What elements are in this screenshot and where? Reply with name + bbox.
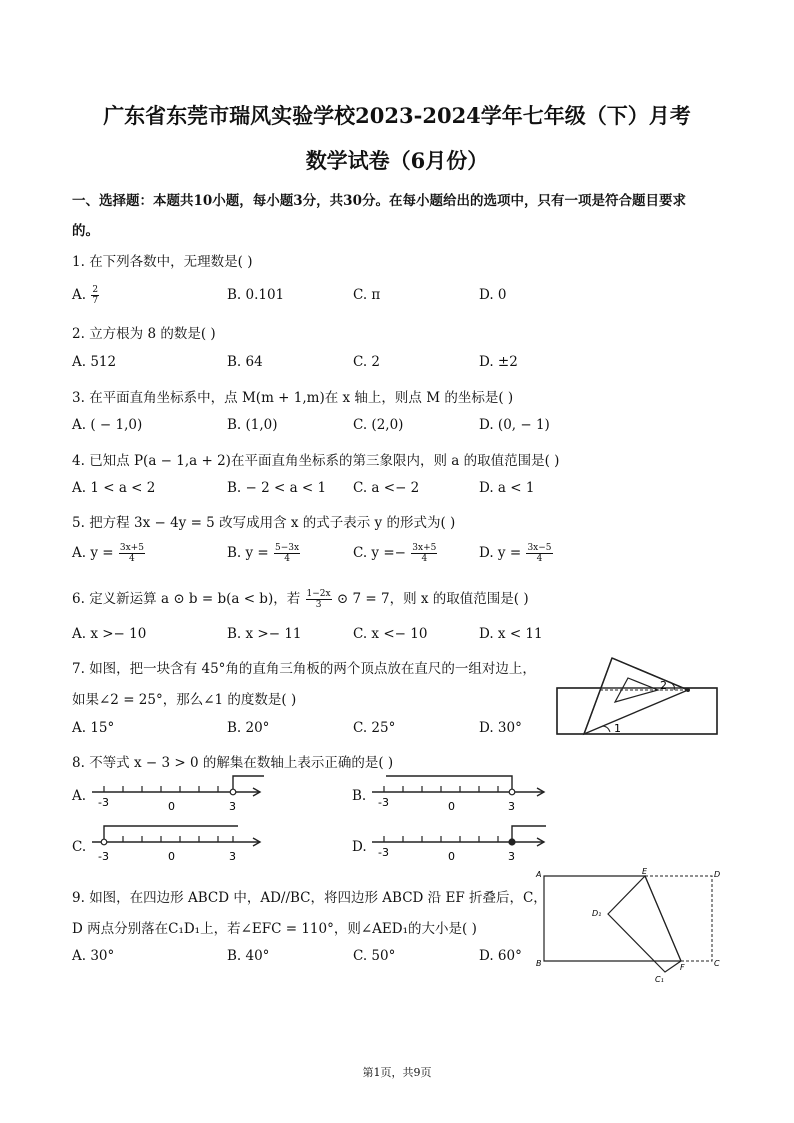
question-number: 2. (72, 326, 85, 342)
label-C: C (714, 959, 720, 968)
question-number: 5. (72, 515, 85, 531)
label-B: B (536, 959, 542, 968)
q8-option-b-label: B. (352, 788, 367, 804)
label-D1: D₁ (592, 909, 602, 918)
q8-option-d-label: D. (352, 839, 367, 855)
tick-label-0: 0 (168, 850, 175, 863)
page-title: 广东省东莞市瑞风实验学校2023-2024学年七年级（下）月考 (103, 103, 691, 128)
tick-label-0: 0 (168, 800, 175, 813)
q1-option-b: B. 0.101 (227, 287, 285, 303)
q7-figure (550, 652, 722, 738)
question-4 (72, 449, 559, 469)
q9-option-b: B. 40° (227, 948, 270, 964)
section-header: 一、选择题：本题共10小题，每小题3分，共30分。在每小题给出的选项中，只有一项是符合题目要求 (72, 193, 686, 209)
label-D: D (714, 870, 721, 879)
tick-label-3: 3 (508, 800, 515, 813)
question-stem: 已知点 P(a − 1,a + 2)在平面直角坐标系的第三象限内，则 a 的取值范围是( ) (89, 453, 560, 469)
q8-numberline-c (88, 822, 268, 870)
q1-option-d: D. 0 (479, 287, 507, 303)
tick-label-neg3: -3 (378, 796, 389, 809)
q7-option-d: D. 30° (479, 720, 522, 736)
question-5 (72, 511, 455, 531)
q9-option-d: D. 60° (479, 948, 522, 964)
q2-option-c: C. 2 (353, 354, 381, 370)
tick-label-neg3: -3 (98, 796, 109, 809)
tick-label-3: 3 (229, 800, 236, 813)
q2-option-a: A. 512 (72, 354, 117, 370)
q8-numberline-b (368, 772, 550, 820)
q3-option-a: A. ( − 1,0) (72, 417, 143, 433)
label-F: F (680, 963, 685, 972)
q9-option-a: A. 30° (72, 948, 115, 964)
question-number: 4. (72, 453, 85, 469)
q9-option-c: C. 50° (353, 948, 396, 964)
q5-option-b: B. y = $\frac{5-3x}{4}$ (227, 543, 300, 564)
angle-1-label: 1 (614, 722, 621, 735)
question-number: 7. (72, 661, 85, 677)
fold-line (645, 876, 681, 961)
tick-label-3: 3 (229, 850, 236, 863)
q4-option-b: B. − 2 < a < 1 (227, 480, 327, 496)
q4-option-c: C. a <− 2 (353, 480, 420, 496)
question-2 (72, 322, 216, 342)
q3-option-d: D. (0, − 1) (479, 417, 550, 433)
question-number: 3. (72, 390, 85, 406)
q8-option-c-label: C. (72, 839, 87, 855)
question-stem: 在平面直角坐标系中，点 M(m + 1,m)在 x 轴上，则点 M 的坐标是( ) (89, 390, 514, 406)
q8-option-a-label: A. (72, 788, 87, 804)
q7-option-c: C. 25° (353, 720, 396, 736)
page-subtitle: 数学试卷（6月份） (305, 148, 489, 173)
q8-numberline-a (88, 772, 268, 820)
section-header-cont: 的。 (72, 223, 99, 239)
question-stem: 不等式 x − 3 > 0 的解集在数轴上表示正确的是( ) (89, 755, 394, 771)
angle-2-label: 2 (660, 679, 667, 692)
question-8 (72, 751, 393, 771)
q7-option-b: B. 20° (227, 720, 270, 736)
q1-option-c: C. π (353, 287, 381, 303)
label-A: A (536, 870, 542, 879)
question-6: 6. 定义新运算 a ⊙ b = b(a < b)，若 $\frac{1-2x}{3}$ ⊙ 7 = 7，则 x 的取值范围是( ) (72, 589, 529, 610)
folded-part (608, 876, 681, 972)
q5-option-a: A. y = $\frac{3x+5}{4}$ (72, 543, 144, 564)
question-9: 9. 如图，在四边形 ABCD 中，AD//BC，将四边形 ABCD 沿 EF 折叠后，C， (72, 890, 547, 906)
q6-option-c: C. x <− 10 (353, 626, 428, 642)
tick-label-neg3: -3 (378, 846, 389, 859)
question-7-line2: 如果∠2 = 25°，那么∠1 的度数是( ) (72, 692, 297, 708)
q5-option-c: C. y =− $\frac{3x+5}{4}$ (353, 543, 437, 564)
question-number: 9. (72, 890, 85, 906)
question-number: 1. (72, 254, 85, 270)
q7-option-a: A. 15° (72, 720, 115, 736)
question-9-line2: D 两点分别落在C₁D₁上，若∠EFC = 110°，则∠AED₁的大小是( ) (72, 921, 477, 937)
question-stem: 在下列各数中，无理数是( ) (89, 254, 253, 270)
q2-option-d: D. ±2 (479, 354, 518, 370)
q6-option-d: D. x < 11 (479, 626, 543, 642)
question-7: 7. 如图，把一块含有 45°角的直角三角板的两个顶点放在直尺的一组对边上， (72, 661, 536, 677)
q4-option-a: A. 1 < a < 2 (72, 480, 156, 496)
q4-option-d: D. a < 1 (479, 480, 535, 496)
q2-option-b: B. 64 (227, 354, 263, 370)
tick-label-0: 0 (448, 850, 455, 863)
label-E: E (642, 867, 648, 876)
tick-label-0: 0 (448, 800, 455, 813)
q5-option-d: D. y = $\frac{3x-5}{4}$ (479, 543, 552, 564)
question-number: 6. (72, 591, 85, 607)
q8-numberline-d (368, 822, 550, 870)
question-3 (72, 386, 513, 406)
q3-option-c: C. (2,0) (353, 417, 404, 433)
tick-label-3: 3 (508, 850, 515, 863)
question-1 (72, 250, 253, 270)
question-number: 8. (72, 755, 85, 771)
q9-figure (534, 866, 728, 988)
quadrilateral-dashed (645, 876, 712, 961)
q6-option-b: B. x >− 11 (227, 626, 302, 642)
page-footer: 第1页，共9页 (362, 1066, 432, 1079)
question-stem: 立方根为 8 的数是( ) (89, 326, 216, 342)
label-C1: C₁ (655, 975, 664, 984)
q6-option-a: A. x >− 10 (72, 626, 147, 642)
tick-label-neg3: -3 (98, 850, 109, 863)
question-stem: 把方程 3x − 4y = 5 改写成用含 x 的式子表示 y 的形式为( ) (89, 515, 456, 531)
q3-option-b: B. (1,0) (227, 417, 278, 433)
q1-option-a: A. $\frac{2}{7}$ (72, 285, 99, 306)
